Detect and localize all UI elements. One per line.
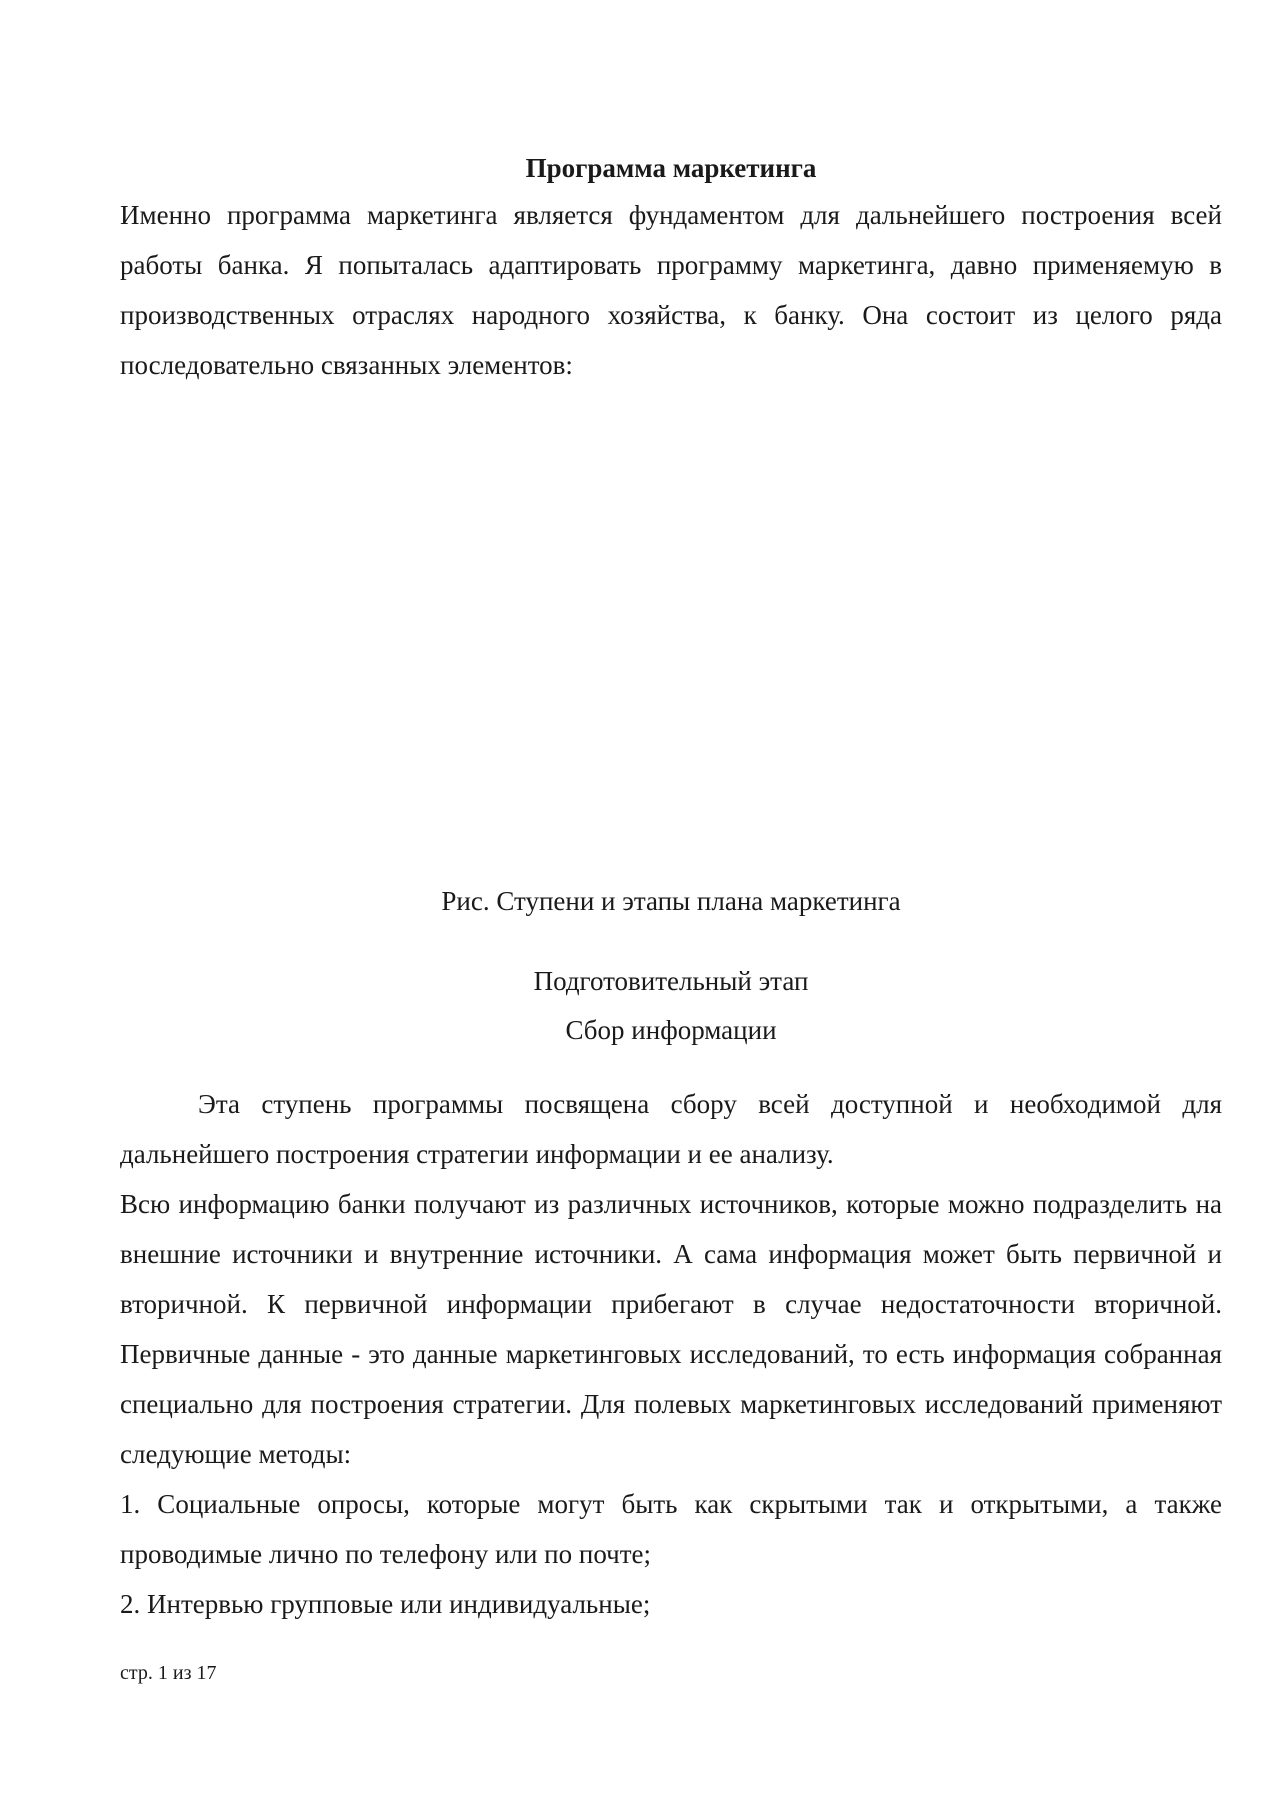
paragraph: Эта ступень программы посвящена сбору всей доступной и необходимой для дальнейшего построения стратегии информации и ее анализу. bbox=[120, 1089, 1222, 1169]
page-number: стр. 1 из 17 bbox=[120, 1662, 217, 1684]
section-text bbox=[120, 1079, 1222, 1629]
intro-paragraph: Именно программа маркетинга является фундаментом для дальнейшего построения всей работы банка. Я попыталась адаптировать программу маркетинга, давно применяемую в производственных отраслях народного хозяйства, к банку. Она состоит из целого ряда последовательно связанных элементов: bbox=[120, 200, 1222, 380]
figure-caption: Рис. Ступени и этапы плана маркетинга bbox=[441, 886, 901, 916]
stage-name: Подготовительный этап bbox=[533, 966, 809, 996]
list-item: 2. Интервью групповые или индивидуальные; bbox=[120, 1589, 651, 1619]
document-title: Программа маркетинга bbox=[525, 153, 817, 183]
paragraph: Всю информацию банки получают из различных источников, которые можно подразделить на внешние источники и внутренние источники. А сама информация может быть первичной и вторичной. К первичной информации прибегают в случае недостаточности вторичной. Первичные данные - это данные маркетинговых исследований, то есть информация собранная специально для построения стратегии. Для полевых маркетинговых исследований применяют следующие методы: bbox=[120, 1189, 1222, 1469]
document-body bbox=[120, 148, 1222, 1629]
figure-placeholder bbox=[120, 390, 1222, 881]
stage-heading bbox=[120, 957, 1222, 1055]
list-item: 1. Социальные опросы, которые могут быть как скрытыми так и открытыми, а также проводимые лично по телефону или по почте; bbox=[120, 1489, 1222, 1569]
stage-step: Сбор информации bbox=[565, 1015, 777, 1045]
